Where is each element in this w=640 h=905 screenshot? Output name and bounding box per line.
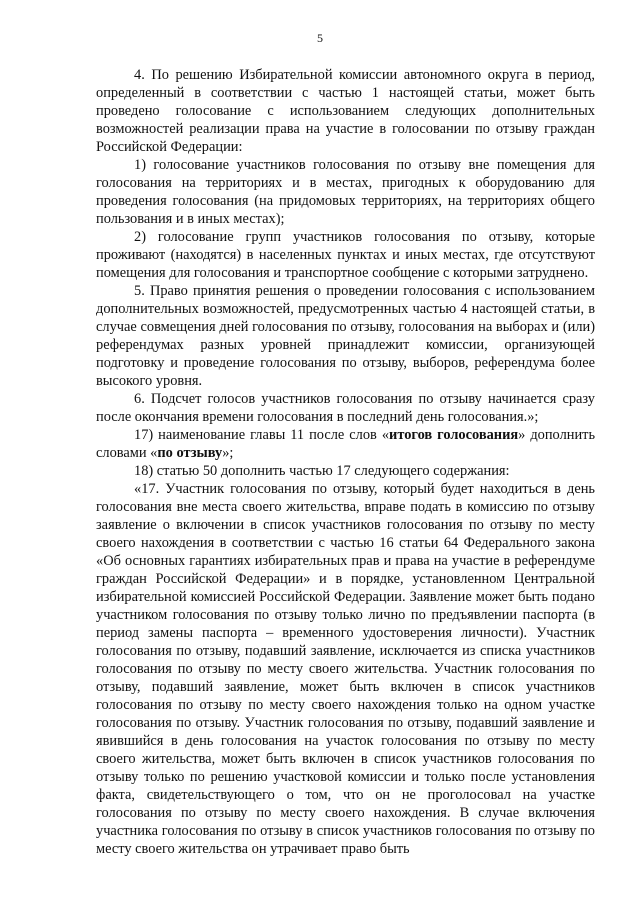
text-run: 18) статью 50 дополнить частью 17 следующего содержания:: [134, 463, 510, 479]
text-run: 6. Подсчет голосов участников голосования по отзыву начинается сразу после окончания времени голосования в последний день голосования.»;: [96, 391, 595, 425]
page-number: 5: [317, 31, 323, 45]
bold-text-run: итогов голосования: [389, 427, 519, 443]
bold-text-run: по отзыву: [157, 445, 223, 461]
paragraph: [96, 390, 595, 426]
text-run: 1) голосование участников голосования по отзыву вне помещения для голосования на территориях и в местах, пригодных к оборудованию для проведения голосования (на придомовых территориях, на территориях общего пользования и в иных местах);: [96, 157, 595, 227]
text-run: 17) наименование главы 11 после слов «: [134, 427, 390, 443]
paragraph: [96, 426, 595, 462]
text-run: 4. По решению Избирательной комиссии автономного округа в период, определенный в соответствии с частью 1 настоящей статьи, может быть проведено голосование с использованием следующих дополнительных возможностей реализации права на участие в голосовании по отзыву граждан Российской Федерации:: [96, 67, 595, 155]
paragraph: [96, 282, 595, 390]
paragraph: [96, 156, 595, 228]
text-run: » дополнить словами «: [96, 427, 596, 461]
paragraph: [96, 66, 595, 156]
document-body: [96, 66, 595, 858]
paragraph: [96, 462, 595, 480]
text-run: »;: [222, 445, 234, 461]
paragraph: [96, 228, 595, 282]
text-run: 2) голосование групп участников голосования по отзыву, которые проживают (находятся) в населенных пунктах и иных местах, где отсутствуют помещения для голосования и транспортное сообщение с которыми затруднено.: [96, 229, 595, 281]
text-run: 5. Право принятия решения о проведении голосования с использованием дополнительных возможностей, предусмотренных частью 4 настоящей статьи, в случае совмещения дней голосования по отзыву, голосования на выборах и (или) референдумах разных уровней принадлежит комиссии, организующей подготовку и проведение голосования по отзыву, выборов, референдума более высокого уровня.: [96, 283, 595, 389]
text-run: «17. Участник голосования по отзыву, который будет находиться в день голосования вне места своего жительства, вправе подать в комиссию по отзыву заявление о включении в список участников голосования по отзыву по месту своего нахождения в соответствии с частью 16 статьи 64 Федерального закона «Об основных гарантиях избирательных прав и права на участие в референдуме граждан Российской Федерации» и в порядке, установленном Центральной избирательной комиссией Российской Федерации. Заявление может быть подано участником голосования по отзыву только лично по предъявлении паспорта (в период замены паспорта – временного удостоверения личности). Участник голосования по отзыву, подавший заявление, исключается из списка участников голосования по отзыву по месту своего жительства. Участник голосования по отзыву, подавший заявление, может быть включен в список участников голосования по отзыву по месту своего нахождения только на одном участке голосования по отзыву. Участник голосования по отзыву, подавший заявление и явившийся в день голосования на участок голосования по отзыву по месту своего жительства, может быть включен в список участников голосования по отзыву только по решению участковой комиссии и только после установления факта, свидетельствующего о том, что он не проголосовал на участке голосования по отзыву по месту своего нахождения. В случае включения участника голосования по отзыву в список участников голосования по отзыву по месту своего жительства он утрачивает право быть: [96, 481, 595, 857]
paragraph: [96, 480, 595, 858]
